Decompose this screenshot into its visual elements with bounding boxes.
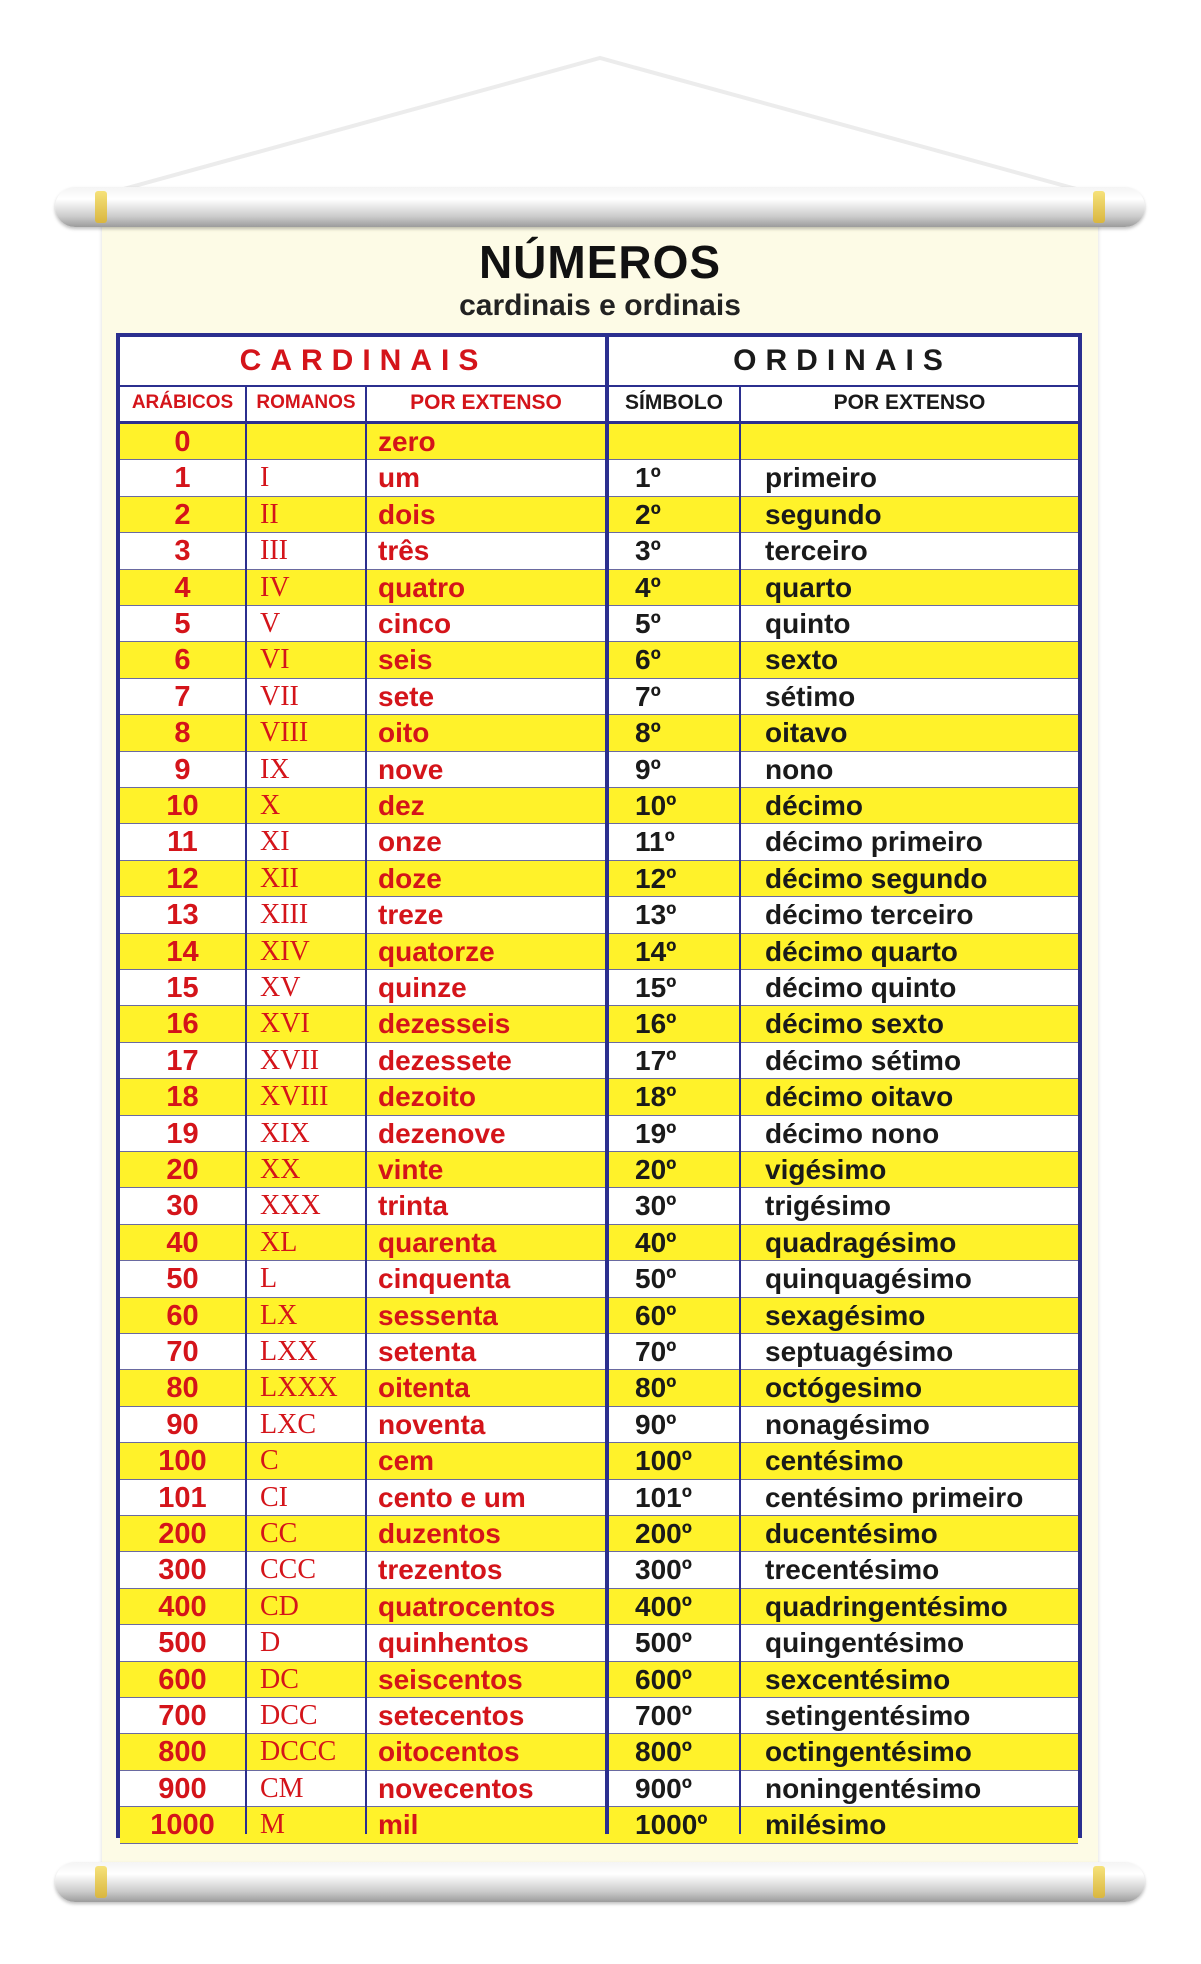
arabic-number-cell: 0	[174, 426, 191, 458]
arabic-number-cell: 600	[158, 1663, 207, 1696]
page-subtitle: cardinais e ordinais	[459, 289, 741, 322]
ordinal-symbol-cell: 3º	[635, 535, 661, 567]
table-row	[120, 1006, 1078, 1042]
column-divider	[739, 385, 741, 1834]
rod-cap	[95, 191, 107, 223]
ordinal-symbol-cell: 40º	[635, 1226, 677, 1258]
table-row	[120, 1516, 1078, 1552]
cardinal-word-cell: oitocentos	[378, 1736, 520, 1768]
table-row	[120, 460, 1078, 496]
ordinal-symbol-cell: 13º	[635, 899, 677, 931]
cardinal-word-cell: três	[378, 535, 430, 567]
roman-numeral-cell: XVI	[260, 1008, 310, 1040]
group-header-row	[120, 337, 1078, 387]
ordinal-word-cell: oitavo	[765, 717, 848, 749]
ordinal-word-cell: setingentésimo	[765, 1700, 971, 1731]
cardinal-word-cell: um	[378, 462, 420, 494]
roman-numeral-cell: IV	[260, 571, 290, 603]
ordinal-symbol-cell: 500º	[635, 1627, 692, 1659]
roman-numeral-cell: X	[260, 790, 281, 821]
roman-numeral-cell: VI	[260, 644, 290, 676]
arabic-number-cell: 1	[174, 462, 191, 495]
group-divider	[605, 337, 609, 1834]
cardinal-word-cell: dezenove	[378, 1117, 506, 1149]
ordinal-symbol-cell: 80º	[635, 1372, 677, 1404]
table-row	[120, 533, 1078, 569]
ordinal-symbol-cell: 14º	[635, 935, 677, 967]
ordinal-word-cell: décimo	[765, 790, 864, 821]
cardinal-word-cell: oito	[378, 717, 430, 749]
roman-numeral-cell: LXC	[260, 1408, 316, 1440]
roman-numeral-cell: XIV	[260, 935, 310, 967]
table-row	[120, 1698, 1078, 1734]
table-row	[120, 1662, 1078, 1698]
ordinal-word-cell: trecentésimo	[765, 1554, 940, 1586]
roman-numeral-cell: XVIII	[260, 1081, 329, 1113]
roman-numeral-cell: XIX	[260, 1117, 310, 1149]
roman-numeral-cell: D	[260, 1627, 281, 1659]
roman-numeral-cell: XII	[260, 862, 299, 894]
ordinal-word-cell: segundo	[765, 498, 882, 530]
cardinal-word-cell: sessenta	[378, 1299, 498, 1331]
roman-numeral-cell: LX	[260, 1299, 298, 1331]
roman-numeral-cell: LXXX	[260, 1372, 338, 1404]
roman-numeral-cell: DCC	[260, 1700, 318, 1731]
roman-numeral-cell: LXX	[260, 1336, 318, 1367]
ordinal-word-cell: décimo nono	[765, 1117, 940, 1149]
ordinal-word-cell: nono	[765, 753, 834, 785]
roman-numeral-cell: I	[260, 462, 270, 494]
ordinal-word-cell: sétimo	[765, 680, 856, 712]
table-row	[120, 897, 1078, 933]
ordinal-symbol-cell: 600º	[635, 1663, 692, 1695]
cardinal-word-cell: sete	[378, 680, 435, 712]
ordinal-symbol-cell: 300º	[635, 1554, 692, 1586]
table-row	[120, 424, 1078, 460]
arabic-number-cell: 12	[166, 862, 199, 895]
table-row	[120, 824, 1078, 860]
roman-numeral-cell: CD	[260, 1590, 299, 1622]
romanos-header: ROMANOS	[256, 392, 356, 413]
ordinal-word-cell: sexto	[765, 644, 839, 676]
roman-numeral-cell: XIII	[260, 899, 309, 931]
table-row	[120, 570, 1078, 606]
arabic-number-cell: 1000	[150, 1809, 215, 1842]
ordinal-symbol-cell: 15º	[635, 972, 677, 1003]
ordinal-symbol-cell: 17º	[635, 1044, 677, 1076]
cardinal-word-cell: trinta	[378, 1190, 448, 1222]
ordinal-symbol-cell: 11º	[635, 826, 675, 858]
table-row	[120, 1261, 1078, 1297]
ordinal-symbol-cell: 100º	[635, 1445, 692, 1477]
ordinal-symbol-cell: 50º	[635, 1263, 677, 1295]
cardinal-word-cell: novecentos	[378, 1772, 534, 1804]
arabic-number-cell: 400	[158, 1590, 207, 1623]
arabic-number-cell: 40	[166, 1226, 199, 1259]
cardinal-word-cell: setecentos	[378, 1700, 525, 1731]
ordinal-symbol-cell: 70º	[635, 1336, 677, 1367]
ordinal-word-cell: décimo terceiro	[765, 899, 974, 931]
ordinal-symbol-cell: 900º	[635, 1772, 692, 1804]
por-extenso-cardinal-header: POR EXTENSO	[410, 391, 562, 414]
ordinal-word-cell: centésimo	[765, 1445, 904, 1477]
ordinal-word-cell: septuagésimo	[765, 1336, 954, 1367]
ordinal-symbol-cell: 90º	[635, 1408, 677, 1440]
roman-numeral-cell: DC	[260, 1663, 299, 1695]
cardinais-header: CARDINAIS	[239, 344, 488, 377]
roman-numeral-cell: CC	[260, 1518, 298, 1549]
ordinal-symbol-cell: 800º	[635, 1736, 692, 1768]
arabic-number-cell: 2	[174, 498, 191, 531]
rod-cap	[95, 1866, 107, 1898]
table-row	[120, 1079, 1078, 1115]
ordinal-word-cell: terceiro	[765, 535, 868, 567]
ordinal-symbol-cell: 1000º	[635, 1809, 708, 1841]
cardinal-word-cell: duzentos	[378, 1518, 501, 1549]
cardinal-word-cell: quinze	[378, 972, 467, 1003]
table-row	[120, 1407, 1078, 1443]
roman-numeral-cell: VIII	[260, 717, 309, 749]
table-row	[120, 1625, 1078, 1661]
table-row	[120, 1152, 1078, 1188]
arabic-number-cell: 5	[174, 608, 191, 640]
cardinal-word-cell: mil	[378, 1809, 419, 1841]
cardinal-word-cell: treze	[378, 899, 444, 931]
ordinal-symbol-cell: 60º	[635, 1299, 677, 1331]
arabic-number-cell: 100	[158, 1445, 207, 1478]
arabic-number-cell: 15	[166, 972, 199, 1004]
table-row	[120, 1298, 1078, 1334]
top-hanger-rod	[55, 187, 1145, 227]
arabic-number-cell: 4	[174, 571, 191, 604]
ordinal-symbol-cell: 6º	[635, 644, 661, 676]
roman-numeral-cell: XV	[260, 972, 301, 1003]
ordinal-word-cell: quingentésimo	[765, 1627, 965, 1659]
ordinal-word-cell: sexcentésimo	[765, 1663, 951, 1695]
cardinal-word-cell: nove	[378, 753, 444, 785]
cardinal-word-cell: quinhentos	[378, 1627, 529, 1659]
arabic-number-cell: 700	[158, 1700, 207, 1732]
roman-numeral-cell: VII	[260, 680, 299, 712]
roman-numeral-cell: CI	[260, 1481, 288, 1513]
roman-numeral-cell: C	[260, 1445, 279, 1477]
ordinal-word-cell: octingentésimo	[765, 1736, 972, 1768]
roman-numeral-cell: V	[260, 608, 281, 639]
arabic-number-cell: 3	[174, 535, 191, 568]
roman-numeral-cell: II	[260, 498, 279, 530]
table-row	[120, 1807, 1078, 1843]
table-row	[120, 934, 1078, 970]
arabic-number-cell: 800	[158, 1736, 207, 1769]
cardinal-word-cell: seiscentos	[378, 1663, 523, 1695]
por-extenso-ordinal-header: POR EXTENSO	[833, 391, 986, 414]
arabic-number-cell: 9	[174, 753, 191, 786]
arabic-number-cell: 8	[174, 717, 191, 750]
arabic-number-cell: 17	[166, 1044, 199, 1077]
table-row	[120, 606, 1078, 642]
table-row	[120, 1552, 1078, 1588]
table-row	[120, 1370, 1078, 1406]
arabic-number-cell: 13	[166, 899, 199, 932]
roman-numeral-cell: XL	[260, 1226, 298, 1258]
roman-numeral-cell: CM	[260, 1772, 304, 1804]
cardinal-word-cell: quatrocentos	[378, 1590, 556, 1622]
cardinal-word-cell: quatorze	[378, 935, 495, 967]
table-row	[120, 1043, 1078, 1079]
arabic-number-cell: 70	[166, 1336, 199, 1368]
ordinal-word-cell: quadringentésimo	[765, 1590, 1008, 1622]
arabic-number-cell: 14	[166, 935, 199, 968]
ordinal-word-cell: décimo primeiro	[765, 826, 983, 858]
ordinal-word-cell: décimo oitavo	[765, 1081, 954, 1113]
ordinal-word-cell: quadragésimo	[765, 1226, 957, 1258]
ordinal-word-cell: nonagésimo	[765, 1408, 930, 1440]
arabic-number-cell: 200	[158, 1518, 207, 1550]
roman-numeral-cell: CCC	[260, 1554, 317, 1586]
arabic-number-cell: 11	[167, 826, 198, 859]
table-row	[120, 1480, 1078, 1516]
roman-numeral-cell: M	[260, 1809, 285, 1841]
ordinal-word-cell: sexagésimo	[765, 1299, 926, 1331]
cardinal-word-cell: cinco	[378, 608, 452, 639]
ordinal-word-cell: trigésimo	[765, 1190, 892, 1222]
ordinal-symbol-cell: 20º	[635, 1154, 677, 1185]
arabic-number-cell: 7	[174, 680, 191, 713]
table-row	[120, 970, 1078, 1006]
ordinal-symbol-cell: 18º	[635, 1081, 677, 1113]
hanging-string	[0, 0, 1201, 200]
ordinal-word-cell: décimo segundo	[765, 862, 988, 894]
ordinal-symbol-cell: 12º	[635, 862, 677, 894]
table-row	[120, 679, 1078, 715]
cardinal-word-cell: quarenta	[378, 1226, 497, 1258]
roman-numeral-cell: IX	[260, 753, 290, 785]
cardinal-word-cell: seis	[378, 644, 433, 676]
ordinal-symbol-cell: 16º	[635, 1008, 677, 1040]
ordinal-word-cell: décimo sexto	[765, 1008, 944, 1040]
column-divider	[245, 385, 247, 1834]
table-row	[120, 642, 1078, 678]
arabic-number-cell: 18	[166, 1081, 199, 1114]
ordinal-symbol-cell: 1º	[635, 462, 661, 494]
roman-numeral-cell: DCCC	[260, 1736, 337, 1768]
bottom-hanger-rod	[55, 1862, 1145, 1902]
ordinal-word-cell: octógesimo	[765, 1372, 923, 1404]
column-header-row	[120, 385, 1078, 424]
table-row	[120, 1443, 1078, 1479]
ordinal-symbol-cell: 5º	[635, 608, 661, 639]
arabic-number-cell: 900	[158, 1772, 207, 1805]
ordinal-word-cell: décimo sétimo	[765, 1044, 962, 1076]
arabic-number-cell: 20	[166, 1154, 199, 1186]
table-row	[120, 788, 1078, 824]
cardinal-word-cell: quatro	[378, 571, 466, 603]
ordinal-symbol-cell: 400º	[635, 1590, 692, 1622]
table-row	[120, 1589, 1078, 1625]
cardinal-word-cell: setenta	[378, 1336, 477, 1367]
ordinal-symbol-cell: 8º	[635, 717, 661, 749]
column-divider	[365, 385, 367, 1834]
table-row	[120, 1771, 1078, 1807]
table-row	[120, 497, 1078, 533]
cardinal-word-cell: cento e um	[378, 1481, 526, 1513]
table-row	[120, 1188, 1078, 1224]
roman-numeral-cell: III	[260, 535, 288, 567]
cardinal-word-cell: dezoito	[378, 1081, 476, 1113]
arabic-number-cell: 80	[166, 1372, 199, 1405]
cardinal-word-cell: dez	[378, 790, 425, 821]
cardinal-word-cell: dezessete	[378, 1044, 512, 1076]
arabic-number-cell: 50	[166, 1263, 199, 1296]
arabicos-header: ARÁBICOS	[131, 392, 234, 413]
cardinal-word-cell: onze	[378, 826, 442, 858]
ordinal-symbol-cell: 101º	[635, 1481, 692, 1513]
ordinal-symbol-cell: 9º	[635, 753, 661, 785]
ordinais-header: ORDINAIS	[733, 344, 952, 377]
ordinal-symbol-cell: 4º	[635, 571, 661, 603]
table-row	[120, 861, 1078, 897]
rod-cap	[1093, 191, 1105, 223]
arabic-number-cell: 16	[166, 1008, 199, 1041]
cardinal-word-cell: vinte	[378, 1154, 444, 1185]
arabic-number-cell: 10	[166, 790, 199, 822]
ordinal-word-cell: noningentésimo	[765, 1772, 982, 1804]
cardinal-word-cell: doze	[378, 862, 442, 894]
simbolo-header: SÍMBOLO	[625, 391, 723, 414]
arabic-number-cell: 6	[174, 644, 191, 677]
ordinal-symbol-cell: 700º	[635, 1700, 692, 1731]
ordinal-word-cell: milésimo	[765, 1809, 887, 1841]
arabic-number-cell: 60	[166, 1299, 199, 1332]
table-row	[120, 752, 1078, 788]
roman-numeral-cell: XXX	[260, 1190, 321, 1222]
ordinal-symbol-cell: 10º	[635, 790, 677, 821]
roman-numeral-cell: L	[260, 1263, 278, 1295]
arabic-number-cell: 101	[158, 1481, 207, 1514]
ordinal-word-cell: centésimo primeiro	[765, 1481, 1024, 1513]
ordinal-word-cell: quarto	[765, 571, 853, 603]
arabic-number-cell: 90	[166, 1408, 199, 1441]
table-row	[120, 715, 1078, 751]
cardinal-word-cell: cem	[378, 1445, 435, 1477]
arabic-number-cell: 500	[158, 1627, 207, 1660]
cardinal-word-cell: dois	[378, 498, 436, 530]
rod-cap	[1093, 1866, 1105, 1898]
cardinal-word-cell: zero	[378, 426, 436, 457]
table-row	[120, 1116, 1078, 1152]
ordinal-symbol-cell: 19º	[635, 1117, 677, 1149]
ordinal-symbol-cell: 30º	[635, 1190, 677, 1222]
ordinal-word-cell: vigésimo	[765, 1154, 887, 1185]
arabic-number-cell: 300	[158, 1554, 207, 1587]
cardinal-word-cell: dezesseis	[378, 1008, 511, 1040]
arabic-number-cell: 30	[166, 1190, 199, 1223]
roman-numeral-cell: XX	[260, 1154, 301, 1185]
cardinal-word-cell: oitenta	[378, 1372, 470, 1404]
arabic-number-cell: 19	[166, 1117, 199, 1150]
roman-numeral-cell: XI	[260, 826, 290, 858]
ordinal-word-cell: décimo quarto	[765, 935, 958, 967]
cardinal-word-cell: noventa	[378, 1408, 486, 1440]
ordinal-word-cell: quinto	[765, 608, 851, 639]
cardinal-word-cell: cinquenta	[378, 1263, 511, 1295]
page-title: NÚMEROS	[478, 236, 722, 288]
ordinal-symbol-cell: 200º	[635, 1518, 692, 1549]
ordinal-word-cell: ducentésimo	[765, 1518, 938, 1549]
table-row	[120, 1334, 1078, 1370]
cardinal-word-cell: trezentos	[378, 1554, 503, 1586]
ordinal-symbol-cell: 7º	[635, 680, 661, 712]
ordinal-word-cell: quinquagésimo	[765, 1263, 972, 1295]
ordinal-symbol-cell: 2º	[635, 498, 661, 530]
table-row	[120, 1225, 1078, 1261]
roman-numeral-cell: XVII	[260, 1044, 320, 1076]
ordinal-word-cell: décimo quinto	[765, 972, 957, 1003]
poster-banner	[102, 205, 1098, 1885]
table-row	[120, 1734, 1078, 1770]
ordinal-word-cell: primeiro	[765, 462, 878, 494]
numbers-table	[116, 333, 1082, 1842]
